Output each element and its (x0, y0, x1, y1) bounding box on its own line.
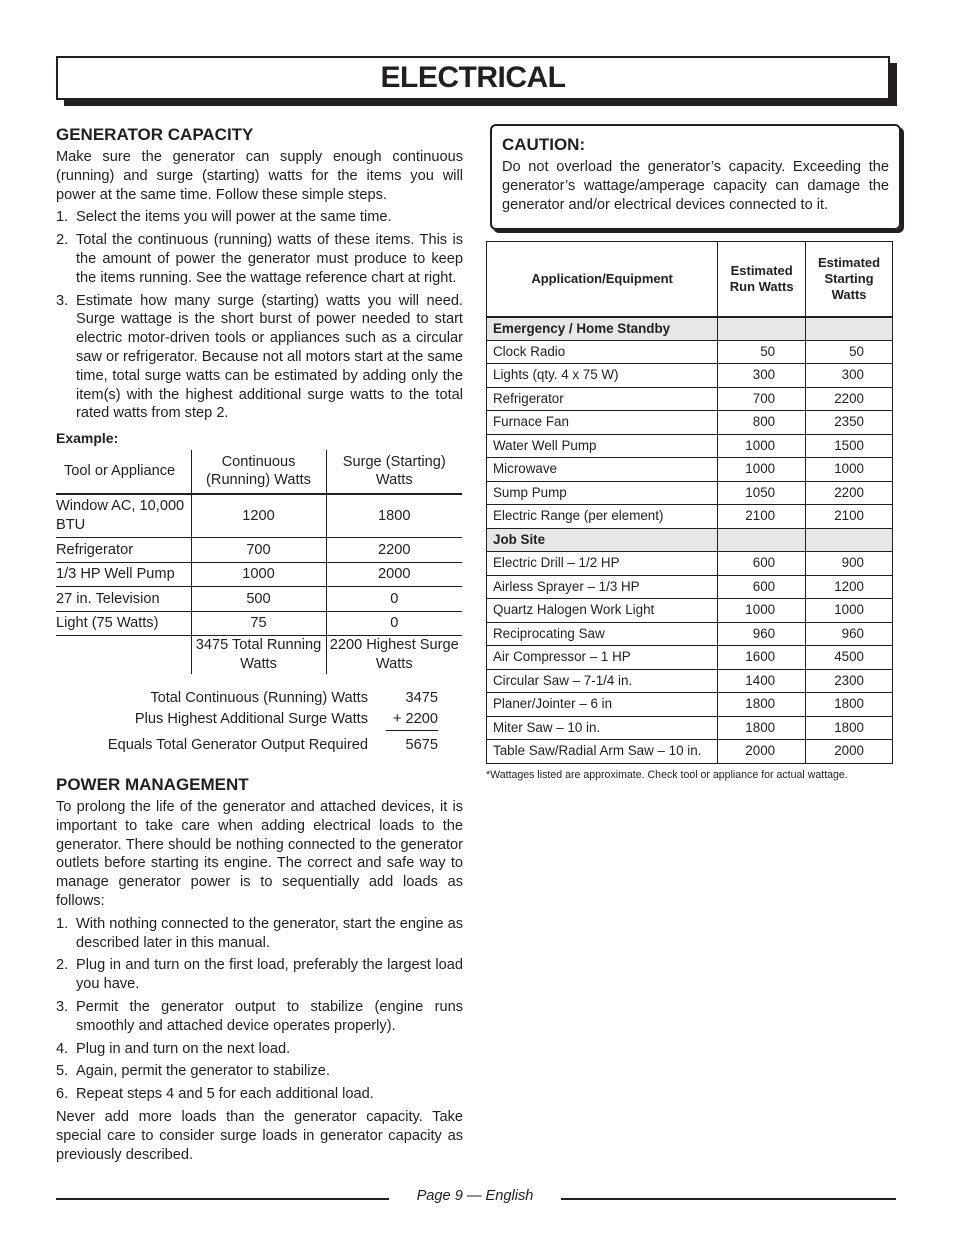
table-cell: 1/3 HP Well Pump (56, 562, 191, 587)
wattage-reference-table (486, 241, 893, 764)
table-row (487, 716, 893, 740)
totals-summary (56, 688, 462, 756)
table-cell: 800 (718, 411, 806, 435)
table-cell: Sump Pump (487, 481, 718, 505)
table-cell: 960 (718, 622, 806, 646)
caution-heading: CAUTION: (502, 135, 586, 154)
table-cell: Circular Saw – 7-1/4 in. (487, 669, 718, 693)
table-cell: 600 (718, 552, 806, 576)
step-number: 1. (56, 915, 69, 932)
totals-label: Plus Highest Additional Surge Watts (134, 711, 368, 728)
left-column (56, 124, 463, 1164)
table-cell: 1800 (718, 716, 806, 740)
table-cell: 600 (718, 575, 806, 599)
table-cell: 1200 (806, 575, 893, 599)
list-item (56, 998, 463, 1036)
table-cell: 1000 (806, 599, 893, 623)
column-header: Surge (Starting) Watts (326, 450, 462, 494)
list-item (56, 1040, 463, 1059)
column-header: Application/Equipment (487, 242, 718, 317)
table-cell: Quartz Halogen Work Light (487, 599, 718, 623)
table-cell: 27 in. Television (56, 587, 191, 612)
table-cell: 2200 (806, 387, 893, 411)
table-row (487, 481, 893, 505)
list-item (56, 208, 463, 227)
column-header: Estimated Run Watts (718, 242, 806, 317)
table-cell: 1000 (806, 458, 893, 482)
table-row (487, 552, 893, 576)
column-header: Estimated Starting Watts (806, 242, 893, 317)
step-text: Select the items you will power at the same time. (76, 209, 392, 226)
table-totals-row (56, 636, 462, 674)
table-cell: 1200 (191, 494, 326, 538)
table-cell: Clock Radio (487, 340, 718, 364)
table-cell: 700 (718, 387, 806, 411)
section-label: Job Site (487, 528, 718, 552)
page-title: ELECTRICAL (380, 61, 566, 94)
table-row (487, 740, 893, 764)
table-cell: Water Well Pump (487, 434, 718, 458)
table-cell: Light (75 Watts) (56, 611, 191, 636)
table-row (487, 411, 893, 435)
table-row (487, 599, 893, 623)
table-cell: Refrigerator (56, 538, 191, 563)
table-cell: Reciprocating Saw (487, 622, 718, 646)
footer-rule-left (56, 1198, 389, 1200)
totals-row (56, 735, 462, 756)
table-header-row (487, 242, 893, 317)
footer-rule-right (561, 1198, 896, 1200)
table-cell: 2000 (326, 562, 462, 587)
title-banner (56, 56, 890, 100)
table-cell: 900 (806, 552, 893, 576)
table-cell: 1000 (718, 599, 806, 623)
power-management-intro: To prolong the life of the generator and attached devices, it is important to take care when adding electrical loads to the generator. There should be nothing connected to the generator outlets before starting its engine. The correct and safe way to manage generator power is to sequentially add loads as follows: (56, 799, 463, 910)
table-cell: 1600 (718, 646, 806, 670)
step-text: Estimate how many surge (starting) watts you will need. Surge wattage is the short burst of power needed to start electric motor-driven tools or appliances such as a circular saw or refrigerator. Because not all motors start at the same time, total surge watts can be estimated by adding only the item(s) with the highest additional surge watts to the total rated watts from step 2. (76, 292, 463, 422)
table-cell: 1000 (191, 562, 326, 587)
step-number: 3. (56, 292, 69, 309)
example-label: Example: (56, 430, 119, 447)
step-number: 1. (56, 209, 69, 226)
totals-value: 5675 (405, 737, 438, 754)
table-row (487, 575, 893, 599)
table-cell: 1800 (806, 716, 893, 740)
table-cell: 2300 (806, 669, 893, 693)
table-cell: 1800 (718, 693, 806, 717)
table-cell: 960 (806, 622, 893, 646)
table-cell: 0 (326, 587, 462, 612)
table-row (487, 693, 893, 717)
table-cell: Air Compressor – 1 HP (487, 646, 718, 670)
table-header-row (56, 450, 462, 494)
table-cell: Table Saw/Radial Arm Saw – 10 in. (487, 740, 718, 764)
table-cell: 2350 (806, 411, 893, 435)
table-row (487, 364, 893, 388)
table-row (56, 538, 462, 563)
list-item (56, 292, 463, 424)
step-number: 2. (56, 232, 69, 249)
list-item (56, 915, 463, 953)
table-cell: 2000 (806, 740, 893, 764)
step-text: Again, permit the generator to stabilize. (76, 1063, 330, 1080)
step-text: Plug in and turn on the first load, preferably the largest load you have. (76, 957, 463, 993)
totals-label: Total Continuous (Running) Watts (150, 690, 368, 707)
table-row (487, 458, 893, 482)
page-number: Page 9 — English (416, 1188, 534, 1204)
table-cell: 2100 (806, 505, 893, 529)
table-cell: 2200 (806, 481, 893, 505)
table-row (56, 494, 462, 538)
column-header: Tool or Appliance (56, 450, 191, 494)
table-row (487, 434, 893, 458)
step-number: 4. (56, 1040, 69, 1057)
table-row (487, 505, 893, 529)
table-cell: Airless Sprayer – 1/3 HP (487, 575, 718, 599)
step-text: Repeat steps 4 and 5 for each additional load. (76, 1086, 374, 1103)
step-text: With nothing connected to the generator, start the engine as described later in this manual. (76, 915, 463, 951)
table-section-row (487, 317, 893, 341)
step-text: Plug in and turn on the next load. (76, 1040, 291, 1057)
power-management-section (56, 774, 463, 1164)
table-cell: 300 (718, 364, 806, 388)
list-item (56, 231, 463, 287)
generator-capacity-steps (56, 208, 463, 423)
table-section-row (487, 528, 893, 552)
table-cell: 4500 (806, 646, 893, 670)
table-cell: 75 (191, 611, 326, 636)
table-row (487, 646, 893, 670)
section-label: Emergency / Home Standby (487, 317, 718, 341)
wattage-footnote: *Wattages listed are approximate. Check tool or appliance for actual wattage. (486, 769, 848, 781)
table-cell: 50 (806, 340, 893, 364)
table-cell: Planer/Jointer – 6 in (487, 693, 718, 717)
table-cell: 3475 Total Running Watts (191, 636, 326, 674)
table-row (56, 587, 462, 612)
column-header: Continuous (Running) Watts (191, 450, 326, 494)
list-item (56, 956, 463, 994)
table-row (487, 622, 893, 646)
totals-row (56, 709, 462, 731)
power-management-heading: POWER MANAGEMENT (56, 775, 249, 795)
table-cell: Window AC, 10,000 BTU (56, 494, 191, 538)
table-row (56, 562, 462, 587)
table-cell: 1050 (718, 481, 806, 505)
table-cell: Electric Drill – 1/2 HP (487, 552, 718, 576)
table-row (487, 340, 893, 364)
table-cell: 50 (718, 340, 806, 364)
example-table (56, 450, 462, 674)
totals-label: Equals Total Generator Output Required (107, 737, 368, 754)
power-management-steps (56, 915, 463, 1104)
list-item (56, 1085, 463, 1104)
table-cell: 1000 (718, 434, 806, 458)
step-text: Permit the generator output to stabilize (engine runs smoothly and attached device operates properly). (76, 999, 463, 1034)
caution-box (490, 124, 901, 230)
table-cell: 0 (326, 611, 462, 636)
step-number: 3. (56, 999, 69, 1016)
totals-value: 3475 (405, 690, 438, 707)
table-cell: 300 (806, 364, 893, 388)
table-cell: 2100 (718, 505, 806, 529)
step-number: 2. (56, 957, 69, 974)
table-cell: 2200 (326, 538, 462, 563)
step-number: 5. (56, 1063, 69, 1080)
list-item (56, 1062, 463, 1081)
table-row (56, 611, 462, 636)
power-management-closing: Never add more loads than the generator capacity. Take special care to consider surge loads in generator capacity as previously described. (56, 1109, 463, 1163)
step-number: 6. (56, 1086, 69, 1103)
caution-text: Do not overload the generator’s capacity. Exceeding the generator’s wattage/amperage capacity can damage the generator and/or electrical devices connected to it. (502, 159, 889, 213)
table-row (487, 387, 893, 411)
table-cell: Lights (qty. 4 x 75 W) (487, 364, 718, 388)
generator-capacity-heading: GENERATOR CAPACITY (56, 125, 254, 144)
table-cell: Furnace Fan (487, 411, 718, 435)
step-text: Total the continuous (running) watts of these items. This is the amount of power the generator must produce to keep the items running. See the wattage reference chart at right. (76, 232, 463, 286)
table-cell: 700 (191, 538, 326, 563)
table-row (487, 669, 893, 693)
table-cell: 2200 Highest Surge Watts (326, 636, 462, 674)
generator-capacity-intro: Make sure the generator can supply enough continuous (running) and surge (starting) watts for the items you will power at the same time. Follow these simple steps. (56, 149, 463, 203)
table-cell: Microwave (487, 458, 718, 482)
totals-row (56, 688, 462, 709)
table-cell: 500 (191, 587, 326, 612)
table-cell: 1500 (806, 434, 893, 458)
table-cell: Electric Range (per element) (487, 505, 718, 529)
table-cell: Miter Saw – 10 in. (487, 716, 718, 740)
table-cell: 1800 (806, 693, 893, 717)
table-cell: 2000 (718, 740, 806, 764)
table-cell (56, 636, 191, 674)
totals-value: + 2200 (386, 709, 438, 731)
table-cell: 1000 (718, 458, 806, 482)
table-cell: Refrigerator (487, 387, 718, 411)
table-cell: 1800 (326, 494, 462, 538)
table-cell: 1400 (718, 669, 806, 693)
